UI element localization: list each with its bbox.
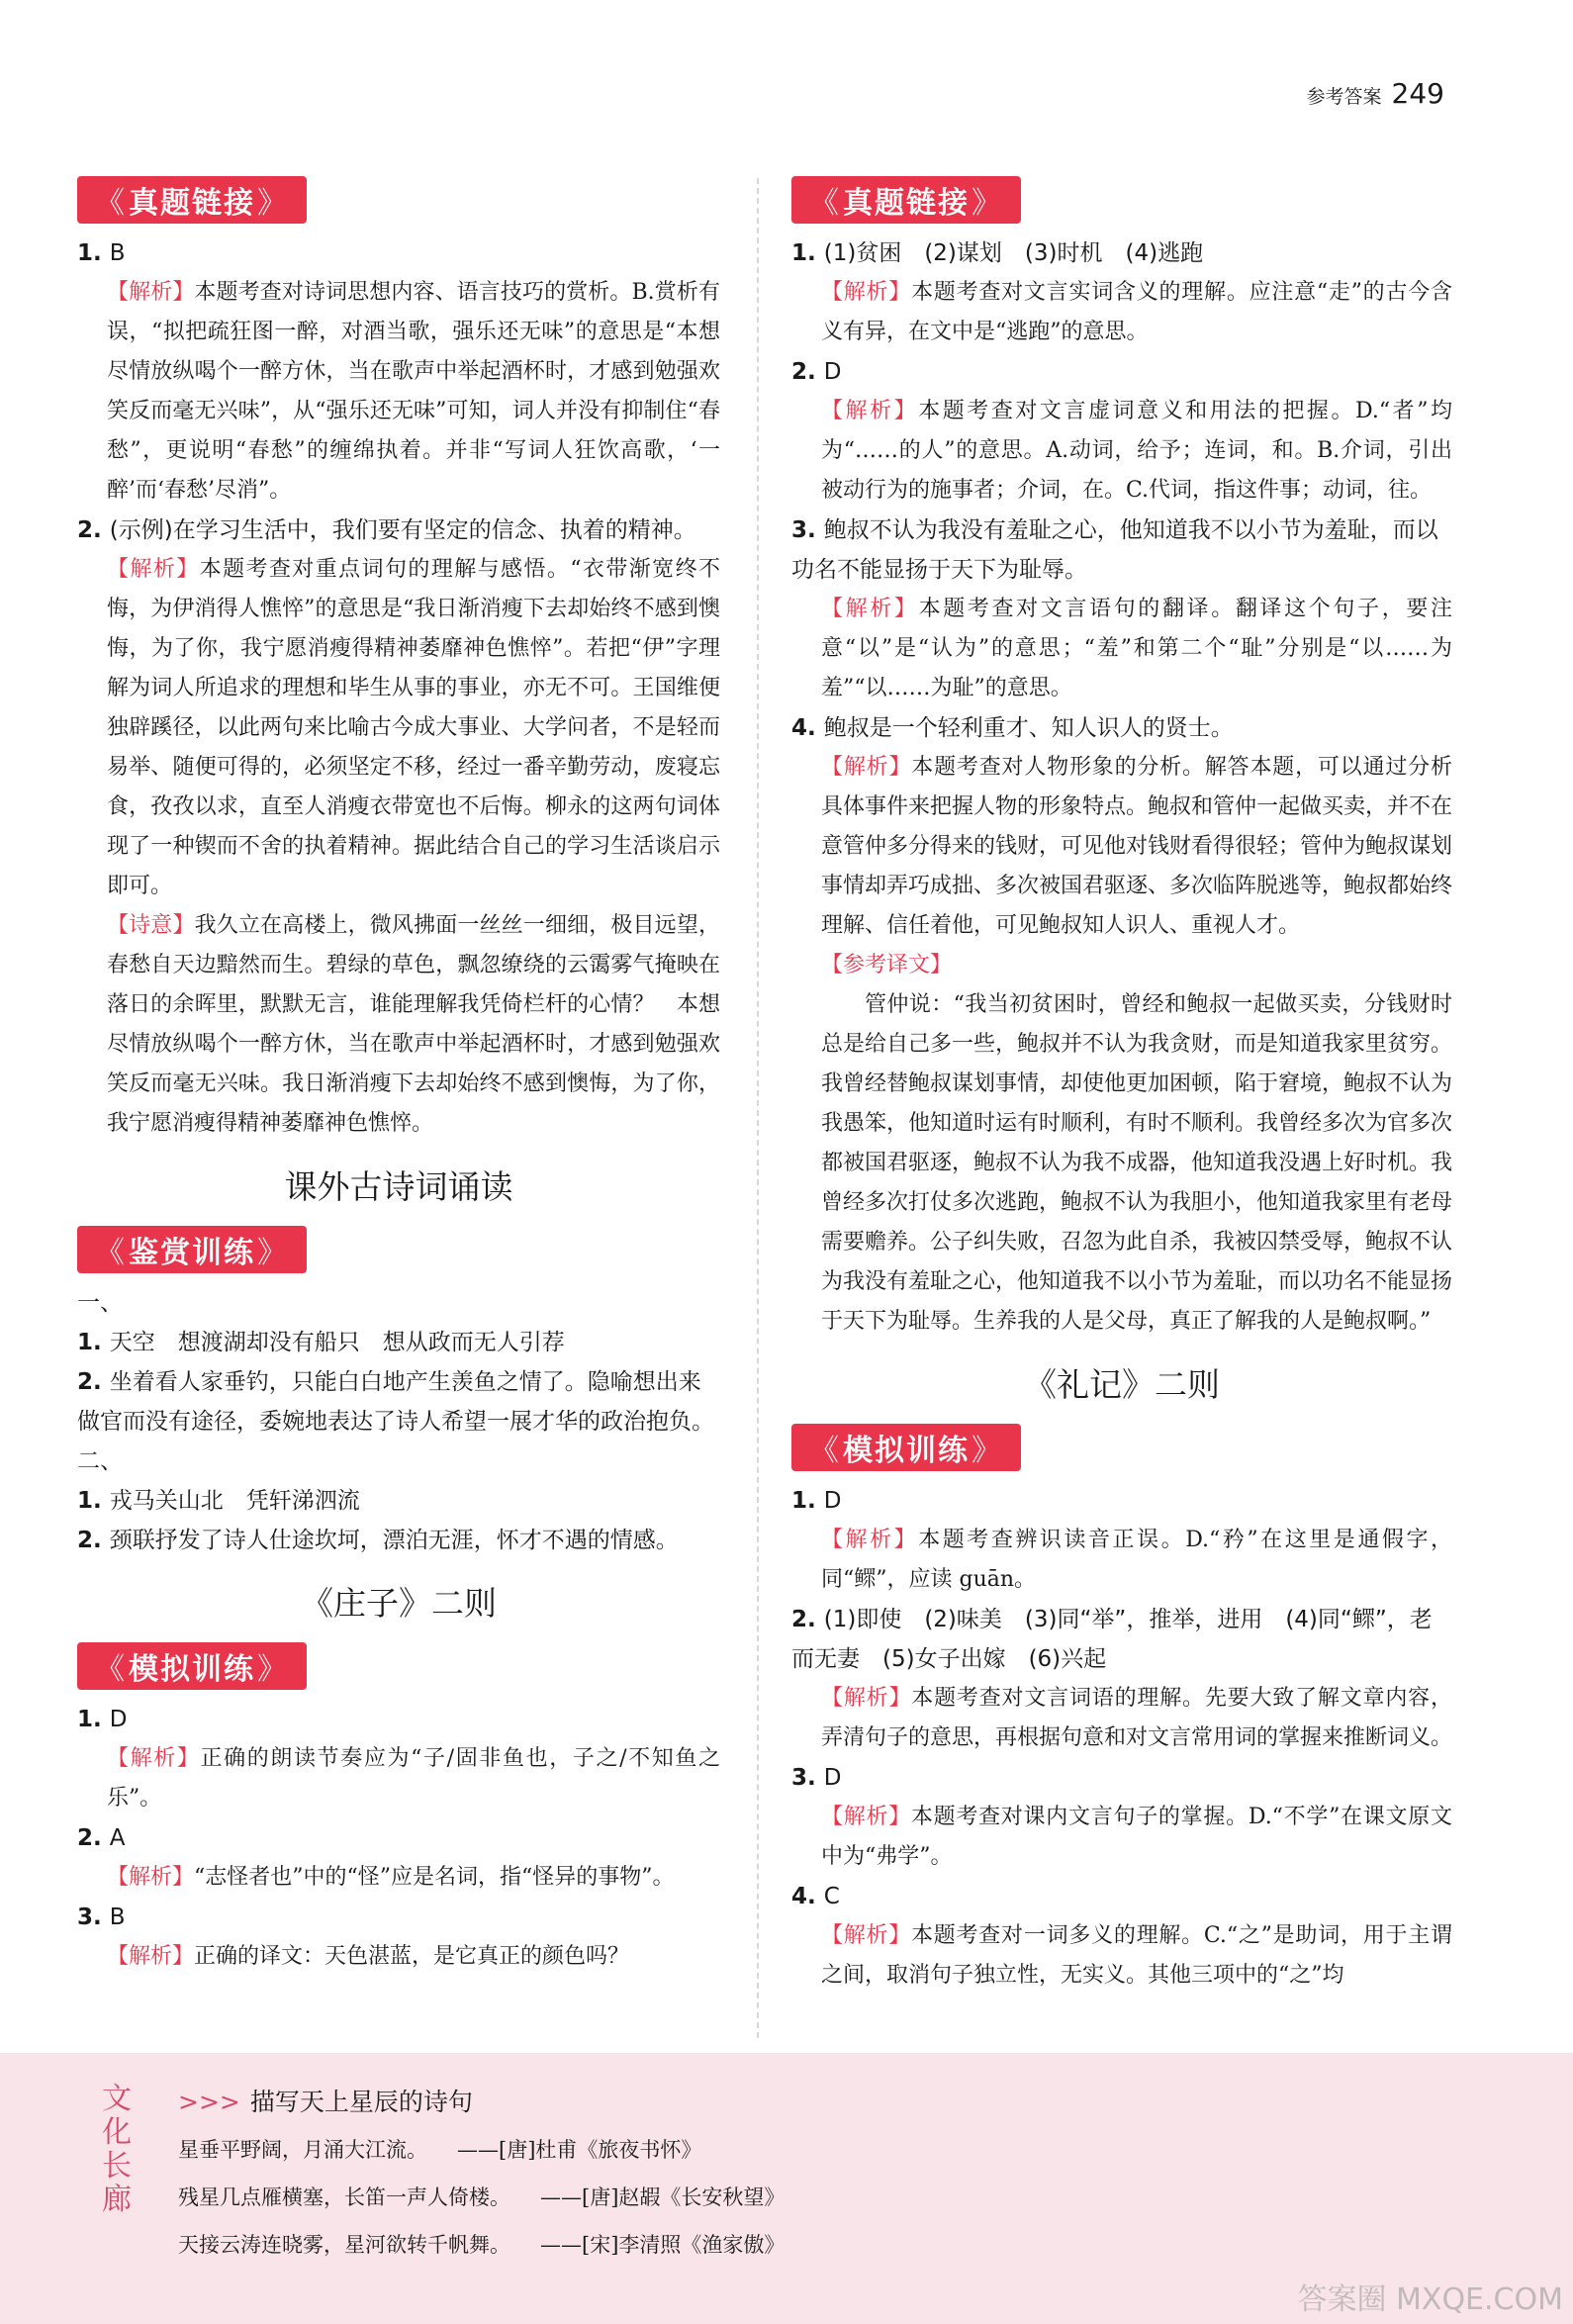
answer: D	[823, 359, 842, 385]
part-label: 一、	[77, 1290, 123, 1316]
question	[77, 1362, 720, 1441]
question-number: 2.	[77, 1825, 102, 1851]
translation-label	[791, 946, 1452, 985]
section-title: 《庄子》二则	[301, 1584, 497, 1623]
question	[791, 1877, 1452, 1916]
analysis: 【解析】本题考查对文言词语的理解。先要大致了解文章内容，弄清句子的意思，再根据句意和对文言常用词的掌握来推断词义。	[821, 1686, 1453, 1750]
section-tag: 《 鉴赏训练 》	[77, 1226, 307, 1273]
culture-corridor	[0, 2053, 1573, 2324]
header-label: 参考答案	[1306, 86, 1382, 108]
poem-text: 星垂平野阔，月涌大江流。	[178, 2138, 427, 2162]
analysis-label: 【解析】	[821, 597, 919, 621]
analysis-label: 【解析】	[821, 1528, 919, 1552]
question	[77, 1700, 720, 1739]
answer: (1)贫困 (2)谋划 (3)时机 (4)逃跑	[823, 240, 1204, 266]
culture-title-text: 描写天上星辰的诗句	[249, 2088, 473, 2116]
answer: B	[109, 1905, 126, 1930]
question	[77, 511, 720, 550]
section-title: 课外古诗词诵读	[284, 1167, 513, 1206]
analysis: 【解析】本题考查对文言虚词意义和用法的把握。D.“者”均为“……的人”的意思。A.动词，给予；连词，和。B.介词，引出被动行为的施事者；介词，在。C.代词，指这件事；动词，往。	[821, 399, 1452, 503]
analysis-label: 【解析】	[821, 1805, 911, 1829]
question	[791, 1758, 1452, 1798]
analysis-label: 【参考译文】	[821, 953, 953, 977]
analysis-label: 【解析】	[107, 557, 200, 582]
answer: D	[823, 1488, 842, 1514]
column-divider	[757, 178, 759, 2038]
question-number: 1.	[77, 1330, 102, 1355]
culture-side-label: 文化长廊	[102, 2082, 132, 2217]
analysis-label: 【解析】	[821, 755, 912, 780]
analysis: 【解析】正确的朗读节奏应为“子/固非鱼也，子之/不知鱼之乐”。	[107, 1746, 720, 1811]
question-number: 1.	[77, 1488, 102, 1514]
page-number: 249	[1391, 77, 1444, 110]
question-number: 2.	[77, 517, 102, 543]
question-number: 2.	[791, 1607, 816, 1632]
question-number: 1.	[791, 240, 816, 266]
analysis: 【解析】本题考查对重点词句的理解与感悟。“衣带渐宽终不悔，为伊消得人憔悴”的意思是“我日渐消瘦下去却始终不感到懊悔，为了你，我宁愿消瘦得精神萎靡神色憔悴”。若把“伊”字理解为词人所追求的理想和毕生从事的事业，亦无不可。王国维便独辟蹊径，以此两句来比喻古今成大事业、大学问者，不是轻而易举、随便可得的，必须坚定不移，经过一番辛勤劳动，废寝忘食，孜孜以求，直至人消瘦衣带宽也不后悔。柳永的这两句词体现了一种锲而不舍的执着精神。据此结合自己的学习生活谈启示即可。	[107, 557, 720, 898]
right-column	[791, 170, 1452, 1996]
watermark: 答案圈 MXQE.COM	[1297, 2282, 1563, 2317]
answer: B	[109, 240, 126, 266]
question-number: 1.	[77, 1707, 102, 1732]
answer: 鲍叔是一个轻利重才、知人识人的贤士。	[823, 715, 1234, 741]
question-number: 4.	[791, 1884, 816, 1909]
analysis: 【解析】本题考查对一词多义的理解。C.“之”是助词，用于主谓之间，取消句子独立性，无实义。其他三项中的“之”均	[821, 1923, 1452, 1988]
question-number: 4.	[791, 715, 816, 741]
culture-title	[178, 2083, 473, 2118]
poem-source: ——[唐]杜甫《旅夜书怀》	[457, 2138, 702, 2162]
poem-source: ——[宋]李清照《渔家傲》	[540, 2233, 786, 2257]
question-number: 2.	[77, 1369, 102, 1395]
answer: 坐着看人家垂钓，只能白白地产生羡鱼之情了。隐喻想出来做官而没有途径，委婉地表达了诗人希望一展才华的政治抱负。	[77, 1369, 714, 1435]
poem-line	[178, 2182, 785, 2211]
poem-text: 天接云涛连晓雾，星河欲转千帆舞。	[178, 2233, 510, 2257]
question	[77, 233, 720, 273]
translation-body: 管仲说：“我当初贫困时，曾经和鲍叔一起做买卖，分钱财时总是给自己多一些，鲍叔并不认为我贪财，而是知道我家里贫穷。我曾经替鲍叔谋划事情，却使他更加困顿，陷于窘境，鲍叔不认为我愚笨，他知道时运有时顺利，有时不顺利。我曾经多次为官多次都被国君驱逐，鲍叔不认为我不成器，他知道我没遇上好时机。我曾经多次打仗多次逃跑，鲍叔不认为我胆小，他知道我家里有老母需要赡养。公子纠失败，召忽为此自杀，我被囚禁受辱，鲍叔不认为我没有羞耻之心，他知道我不以小节为羞耻，而以功名不能显扬于天下为耻辱。生养我的人是父母，真正了解我的人是鲍叔啊。”	[821, 992, 1453, 1334]
analysis-label: 【解析】	[821, 1923, 912, 1948]
question	[791, 233, 1452, 273]
answer: D	[109, 1707, 128, 1732]
question	[791, 1600, 1452, 1679]
analysis-label: 【解析】	[107, 280, 195, 305]
answer: 戎马关山北 凭轩涕泗流	[109, 1488, 360, 1514]
poem-text: 残星几点雁横塞，长笛一声人倚楼。	[178, 2185, 510, 2209]
page-header	[1307, 77, 1444, 110]
question-number: 3.	[791, 517, 816, 543]
section-tag: 《 模拟训练 》	[791, 1424, 1021, 1471]
section-tag: 《 真题链接 》	[791, 176, 1021, 224]
analysis-label: 【解析】	[821, 280, 912, 305]
answer: 鲍叔不认为我没有羞耻之心，他知道我不以小节为羞耻，而以功名不能显扬于天下为耻辱。	[791, 517, 1438, 583]
analysis: 【解析】正确的译文：天色湛蓝，是它真正的颜色吗？	[107, 1944, 630, 1969]
question	[791, 1481, 1452, 1521]
part-label: 二、	[77, 1448, 123, 1474]
question-number: 2.	[77, 1528, 102, 1553]
answer: (1)即使 (2)味美 (3)同“举”，推举，进用 (4)同“鳏”，老而无妻 (5)女子出嫁 (6)兴起	[791, 1607, 1433, 1672]
left-column	[77, 170, 720, 1977]
question	[791, 352, 1452, 392]
question-number: 1.	[791, 1488, 816, 1514]
analysis-label: 【解析】	[107, 1865, 195, 1890]
question-number: 3.	[791, 1765, 816, 1791]
poem-source: ——[唐]赵嘏《长安秋望》	[540, 2185, 786, 2209]
analysis-label: 【解析】	[107, 1944, 195, 1969]
question	[791, 708, 1452, 748]
arrow-icon: >>>	[178, 2088, 240, 2116]
analysis: 【解析】本题考查对文言实词含义的理解。应注意“走”的古今含义有异，在文中是“逃跑”的意思。	[821, 280, 1452, 344]
section-tag: 《 模拟训练 》	[77, 1642, 307, 1690]
answer: A	[109, 1825, 126, 1851]
question	[77, 1481, 720, 1521]
poem-meaning: 【诗意】我久立在高楼上，微风拂面一丝丝一细细，极目远望，春愁自天边黯然而生。碧绿的草色，飘忽缭绕的云霭雾气掩映在落日的余晖里，默默无言，谁能理解我凭倚栏杆的心情？ 本想尽情放纵喝个一醉方休，当在歌声中举起酒杯时，才感到勉强欢笑反而毫无兴味。我日渐消瘦下去却始终不感到懊悔，为了你，我宁愿消瘦得精神萎靡神色憔悴。	[107, 913, 720, 1136]
analysis: 【解析】本题考查辨识读音正误。D.“矜”在这里是通假字，同“鳏”，应读 guān。	[821, 1528, 1452, 1592]
answer: C	[823, 1884, 840, 1909]
answer: (示例)在学习生活中，我们要有坚定的信念、执着的精神。	[109, 517, 696, 543]
analysis-label: 【解析】	[821, 399, 919, 423]
question	[77, 1323, 720, 1362]
analysis-label: 【解析】	[107, 1746, 201, 1771]
analysis: 【解析】“志怪者也”中的“怪”应是名词，指“怪异的事物”。	[107, 1865, 675, 1890]
question	[77, 1818, 720, 1858]
answer: 天空 想渡湖却没有船只 想从政而无人引荐	[109, 1330, 565, 1355]
answer: D	[823, 1765, 842, 1791]
analysis: 【解析】本题考查对诗词思想内容、语言技巧的赏析。B.赏析有误，“拟把疏狂图一醉，对酒当歌，强乐还无味”的意思是“本想尽情放纵喝个一醉方休，当在歌声中举起酒杯时，才感到勉强欢笑反而毫无兴味”，从“强乐还无味”可知，词人并没有抑制住“春愁”，更说明“春愁”的缠绵执着。并非“写词人狂饮高歌，‘一醉’而‘春愁’尽消”。	[107, 280, 720, 503]
question-number: 1.	[77, 240, 102, 266]
question-number: 3.	[77, 1905, 102, 1930]
poem-line	[178, 2229, 785, 2259]
analysis: 【解析】本题考查对课内文言句子的掌握。D.“不学”在课文原文中为“弗学”。	[821, 1805, 1452, 1869]
section-tag: 《 真题链接 》	[77, 176, 307, 224]
analysis-label: 【解析】	[821, 1686, 912, 1711]
section-title: 《礼记》二则	[1024, 1365, 1220, 1404]
analysis: 【解析】本题考查对人物形象的分析。解答本题，可以通过分析具体事件来把握人物的形象特点。鲍叔和管仲一起做买卖，并不在意管仲多分得来的钱财，可见他对钱财看得很轻；管仲为鲍叔谋划事情却弄巧成拙、多次被国君驱逐、多次临阵脱逃等，鲍叔都始终理解、信任着他，可见鲍叔知人识人、重视人才。	[821, 755, 1453, 938]
question	[791, 511, 1452, 590]
analysis: 【解析】本题考查对文言语句的翻译。翻译这个句子，要注意“以”是“认为”的意思；“羞”和第二个“耻”分别是“以……为羞”“以……为耻”的意思。	[821, 597, 1452, 700]
question	[77, 1898, 720, 1937]
question	[77, 1521, 720, 1560]
poem-line	[178, 2134, 701, 2164]
analysis-label: 【诗意】	[107, 913, 195, 938]
question-number: 2.	[791, 359, 816, 385]
answer: 颈联抒发了诗人仕途坎坷，漂泊无涯，怀才不遇的情感。	[109, 1528, 679, 1553]
